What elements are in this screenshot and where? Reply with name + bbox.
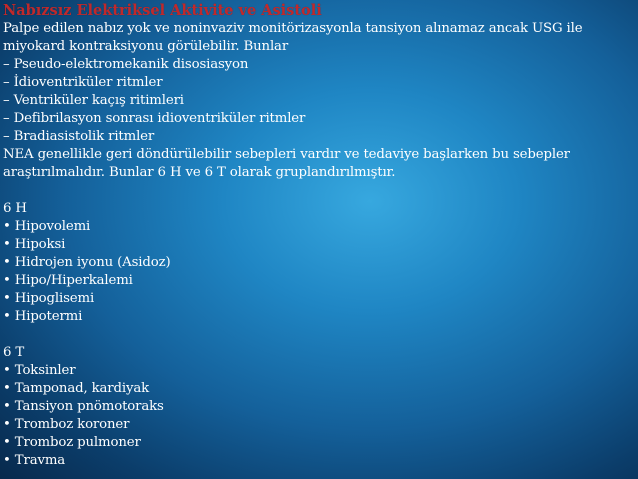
dash-item: – Pseudo-elektromekanik disosiasyon xyxy=(3,57,249,72)
group-h-item: • Hipotermi xyxy=(3,309,83,324)
group-t-item: • Travma xyxy=(3,453,66,468)
group-t-item: • Tamponad, kardiyak xyxy=(3,381,150,396)
summary-paragraph: NEA genellikle geri döndürülebilir sebepleri vardır ve tedaviye başlarken bu sebepler araştırılmalıdır. Bunlar 6 H ve 6 T olarak gruplandırılmıştır. xyxy=(3,147,570,180)
spacer xyxy=(3,182,633,200)
group-h-item: • Hipoksi xyxy=(3,237,66,252)
slide-title: Nabızsız Elektriksel Aktivite ve Asistoli xyxy=(3,2,322,19)
group-t-item: • Tansiyon pnömotoraks xyxy=(3,399,164,414)
dash-item: – Bradiasistolik ritmler xyxy=(3,129,155,144)
group-t-item: • Tromboz koroner xyxy=(3,417,130,432)
group-t-item: • Toksinler xyxy=(3,363,76,378)
dash-item: – İdioventriküler ritmler xyxy=(3,75,163,90)
spacer xyxy=(3,326,633,344)
group-h-item: • Hipo/Hiperkalemi xyxy=(3,273,133,288)
group-h-item: • Hipovolemi xyxy=(3,219,91,234)
group-t-item: • Tromboz pulmoner xyxy=(3,435,141,450)
dash-item: – Ventriküler kaçış ritimleri xyxy=(3,93,184,108)
group-h-item: • Hipoglisemi xyxy=(3,291,95,306)
dash-item: – Defibrilasyon sonrası idioventriküler ritmler xyxy=(3,111,306,126)
intro-paragraph: Palpe edilen nabız yok ve noninvaziv monitörizasyonla tansiyon alınamaz ancak USG ile miyokard kontraksiyonu görülebilir. Bunlar xyxy=(3,21,583,54)
group-h-heading: 6 H xyxy=(3,201,27,216)
slide-body xyxy=(3,20,633,470)
group-h-item: • Hidrojen iyonu (Asidoz) xyxy=(3,255,171,270)
group-t-heading: 6 T xyxy=(3,345,25,360)
